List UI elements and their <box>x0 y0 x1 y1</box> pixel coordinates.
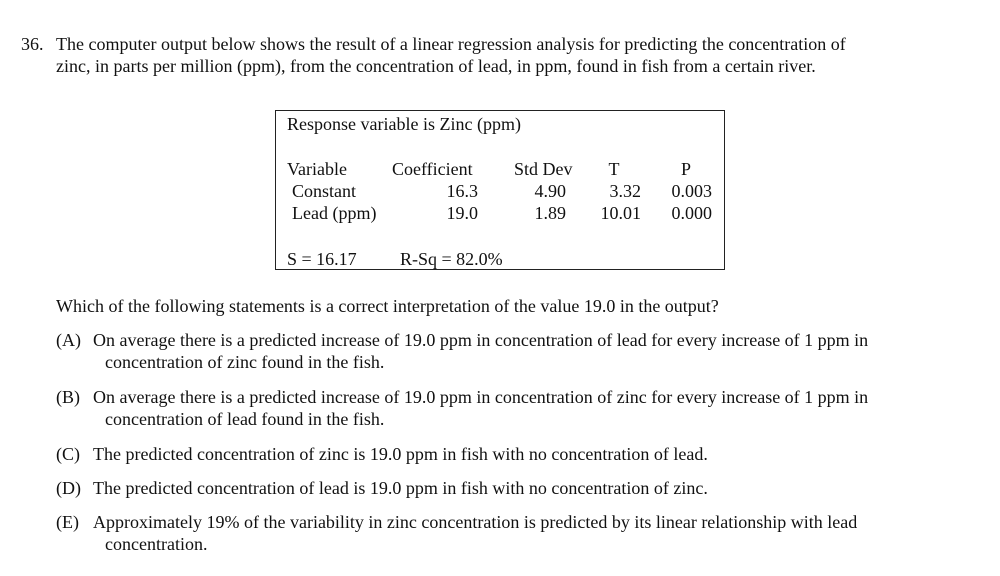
header-t: T <box>608 159 620 179</box>
option-text-line-2: concentration of zinc found in the fish. <box>105 352 385 372</box>
row-constant-std-dev: 4.90 <box>534 181 566 201</box>
option-letter: (E) <box>56 512 79 532</box>
option-text-line-1: The predicted concentration of zinc is 19.0 ppm in fish with no concentration of lead. <box>93 444 708 464</box>
option-e <box>56 511 857 555</box>
option-text-line-1: On average there is a predicted increase of 19.0 ppm in concentration of lead for every increase of 1 ppm in <box>93 330 869 350</box>
s-value: S = 16.17 <box>287 249 357 269</box>
row-lead-variable: Lead (ppm) <box>292 203 377 223</box>
row-constant-t: 3.32 <box>609 181 641 201</box>
row-lead-std-dev: 1.89 <box>534 203 566 223</box>
option-letter: (C) <box>56 444 80 464</box>
response-variable-line: Response variable is Zinc (ppm) <box>287 114 521 134</box>
option-text-line-1: Approximately 19% of the variability in zinc concentration is predicted by its linear relationship with lead <box>93 512 858 532</box>
option-a <box>56 329 868 373</box>
option-letter: (D) <box>56 478 81 498</box>
row-lead-t: 10.01 <box>600 203 641 223</box>
header-variable: Variable <box>287 159 347 179</box>
option-letter: (B) <box>56 387 80 407</box>
regression-output-box <box>275 110 725 270</box>
row-constant-variable: Constant <box>292 181 357 201</box>
option-d <box>56 477 708 499</box>
question-stem-line-2: zinc, in parts per million (ppm), from the concentration of lead, in ppm, found in fish from a certain river. <box>56 56 816 76</box>
header-p: P <box>680 159 691 179</box>
question-prompt: Which of the following statements is a correct interpretation of the value 19.0 in the output? <box>56 296 719 316</box>
option-b <box>56 386 868 430</box>
option-letter: (A) <box>56 330 81 350</box>
question-stem-line-1: The computer output below shows the result of a linear regression analysis for predicting the concentration of <box>56 34 846 54</box>
option-text-line-2: concentration. <box>105 534 208 554</box>
row-constant-p: 0.003 <box>671 181 712 201</box>
header-coefficient: Coefficient <box>392 159 473 179</box>
question-stem <box>56 33 986 77</box>
header-std-dev: Std Dev <box>514 159 573 179</box>
row-constant-coefficient: 16.3 <box>446 181 478 201</box>
rsq-value: R-Sq = 82.0% <box>400 249 503 269</box>
option-text-line-1: The predicted concentration of lead is 19.0 ppm in fish with no concentration of zinc. <box>93 478 708 498</box>
option-c <box>56 443 708 465</box>
row-lead-p: 0.000 <box>671 203 712 223</box>
row-lead-coefficient: 19.0 <box>446 203 478 223</box>
question-number: 36. <box>21 34 44 54</box>
option-text-line-2: concentration of lead found in the fish. <box>105 409 385 429</box>
option-text-line-1: On average there is a predicted increase of 19.0 ppm in concentration of zinc for every increase of 1 ppm in <box>93 387 869 407</box>
